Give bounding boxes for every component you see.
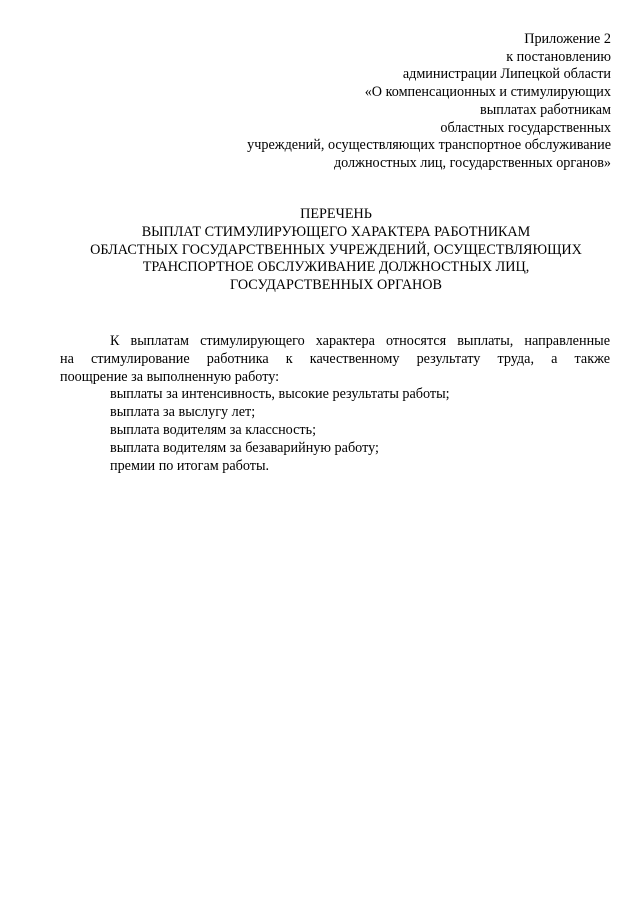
- appendix-line: к постановлению: [506, 48, 611, 65]
- list-item: выплата водителям за безаварийную работу;: [110, 439, 379, 456]
- appendix-header: [247, 31, 611, 173]
- list-item: выплата за выслугу лет;: [110, 404, 256, 421]
- appendix-line: должностных лиц, государственных органов»: [333, 154, 611, 171]
- intro-paragraph-line: на стимулирование работника к качественному результату труда, а также: [60, 350, 610, 367]
- appendix-line: учреждений, осуществляющих транспортное обслуживание: [247, 137, 611, 154]
- list-item: выплаты за интенсивность, высокие результаты работы;: [110, 386, 450, 403]
- intro-paragraph-line: поощрение за выполненную работу:: [60, 368, 280, 385]
- title-line: ВЫПЛАТ СТИМУЛИРУЮЩЕГО ХАРАКТЕРА РАБОТНИКАМ: [141, 223, 531, 240]
- title-line: ОБЛАСТНЫХ ГОСУДАРСТВЕННЫХ УЧРЕЖДЕНИЙ, ОСУЩЕСТВЛЯЮЩИХ: [90, 241, 582, 258]
- document-body: [60, 333, 610, 475]
- intro-paragraph-line: К выплатам стимулирующего характера относятся выплаты, направленные: [110, 333, 610, 349]
- document-title: [40, 206, 632, 295]
- appendix-line: Приложение 2: [524, 31, 611, 47]
- appendix-line: областных государственных: [440, 119, 611, 136]
- list-item: премии по итогам работы.: [110, 457, 270, 474]
- appendix-line: выплатах работникам: [480, 101, 611, 118]
- title-line: ТРАНСПОРТНОЕ ОБСЛУЖИВАНИЕ ДОЛЖНОСТНЫХ ЛИЦ,: [142, 259, 530, 276]
- title-line: ГОСУДАРСТВЕННЫХ ОРГАНОВ: [229, 277, 443, 294]
- title-line: ПЕРЕЧЕНЬ: [300, 206, 372, 222]
- appendix-line: «О компенсационных и стимулирующих: [364, 84, 611, 101]
- appendix-line: администрации Липецкой области: [402, 66, 611, 83]
- list-item: выплата водителям за классность;: [110, 421, 317, 438]
